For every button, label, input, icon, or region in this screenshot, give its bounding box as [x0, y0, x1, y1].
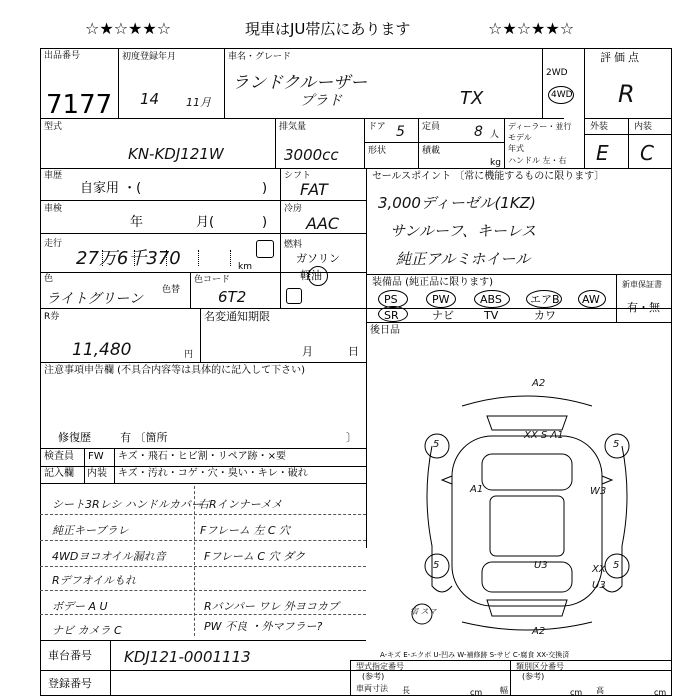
name-change-month: 月	[302, 345, 313, 358]
exterior-label: 外装	[590, 122, 609, 132]
color-change-label: 色替	[162, 285, 181, 295]
equip-leather: カワ	[534, 309, 556, 322]
color-code-label: 色コード	[194, 275, 231, 285]
displacement-value: 3000cc	[284, 146, 339, 164]
diagram-xx-mark: XX	[592, 564, 606, 575]
height-label: 高	[596, 686, 604, 695]
class-label: 類別区分番号	[516, 662, 564, 671]
reg-year: 14	[140, 90, 160, 108]
equipment-label: 装備品 (純正品に限ります)	[372, 277, 493, 288]
shape-label: 形状	[368, 146, 387, 156]
grade: TX	[460, 88, 484, 109]
displacement-label: 排気量	[279, 122, 307, 132]
recycle-unit: 円	[184, 350, 194, 360]
sales-label: セールスポイント 〔常に機能するものに限ります〕	[372, 171, 605, 182]
diagram-roof-mark: XX S A1	[524, 430, 564, 441]
mileage-value: 27万6千370	[76, 248, 181, 269]
equip-airbag: エアB	[530, 293, 560, 306]
equip-aw-circle	[578, 290, 606, 308]
equip-pw-circle	[426, 290, 456, 308]
remark-5: 4WDヨコオイル漏れ音	[52, 550, 166, 563]
sales-line2: サンルーフ、キーレス	[390, 222, 537, 240]
height-cm: cm	[654, 688, 667, 697]
remark-8: ボデー A U	[52, 600, 108, 613]
wheel-mark-fl: 5	[433, 439, 440, 450]
remark-4: Fフレーム 左 C 穴	[200, 524, 291, 537]
rating-label: 評価点	[600, 51, 642, 64]
diagram-top-mark: A2	[532, 378, 546, 389]
fuel-diesel: 軽油	[300, 269, 322, 282]
capacity-unit: 人	[490, 130, 500, 140]
remark-2: 右Rインナーメメ	[198, 498, 283, 511]
door-label: ドア	[368, 122, 386, 132]
diagram-rear-mark: U3	[592, 580, 606, 591]
equip-tv: TV	[484, 309, 499, 322]
fuel-label: 燃料	[284, 240, 303, 250]
diagram-left-mark: A1	[470, 484, 484, 495]
width-label: 幅	[500, 686, 508, 695]
shift-value: FAT	[300, 180, 328, 199]
interior-grade: C	[640, 141, 654, 165]
remark-9: Rバンパー ワレ 外ヨコカブ	[204, 600, 339, 613]
rating-value: R	[618, 80, 635, 108]
model-year-label: モデル	[508, 133, 532, 142]
history-label: 車歴	[44, 171, 63, 181]
warranty-value: 有・無	[627, 301, 660, 314]
shift-label: シフト	[284, 171, 312, 181]
banner-stars-left: ☆★☆★★☆	[85, 19, 172, 38]
banner-stars-right: ☆★☆★★☆	[488, 19, 575, 38]
vehicle-len-label: 車両寸法	[356, 684, 388, 693]
entry-label: 記入欄	[44, 468, 74, 479]
name-change-day: 日	[348, 345, 359, 358]
fuel-diesel-circle	[308, 266, 328, 286]
naiso-label: 内装	[87, 468, 107, 479]
lot-number: 7177	[46, 90, 113, 120]
chassis-value: KDJ121-0001113	[124, 648, 251, 666]
dealer-label: ディーラー・並行	[508, 122, 572, 131]
car-name-label: 車名・グレード	[228, 52, 292, 62]
inspection-year: 年	[130, 215, 144, 230]
capacity-value: 8	[474, 124, 483, 140]
wheel-mark-fr: 5	[613, 439, 620, 450]
car-sub: プラド	[300, 93, 342, 109]
car-damage-diagram	[392, 376, 662, 642]
inspection-month: 月(	[196, 215, 215, 230]
diagram-right-mark: W3	[590, 486, 607, 497]
banner-title: 現車はJU帯広にあります	[245, 20, 411, 38]
load-label: 積載	[422, 146, 441, 156]
capacity-label: 定員	[422, 122, 441, 132]
mileage-unit: km	[238, 262, 252, 272]
car-name: ランドクルーザー	[232, 73, 368, 93]
equip-abs-circle	[474, 290, 510, 308]
type-spec-label: 型式指定番号	[356, 662, 404, 671]
fw-items: キズ・飛石・ヒビ割・リペア跡・×要	[118, 451, 286, 462]
equip-sr: SR	[384, 309, 399, 322]
remark-6: Fフレーム C 穴 ダク	[204, 550, 306, 563]
repair-value: 有 〔箇所	[120, 431, 168, 444]
color-code: 6T2	[218, 288, 247, 306]
mileage-label: 走行	[44, 239, 63, 249]
remark-7: Rデフオイルもれ	[52, 574, 136, 587]
equip-airbag-circle	[526, 290, 562, 308]
equip-pw: PW	[432, 293, 450, 306]
equip-sr-circle	[378, 306, 408, 322]
diagram-stamp: 宿 スマ	[410, 607, 437, 616]
history-close: )	[262, 181, 268, 196]
inspection-label: 車検	[44, 204, 63, 214]
remark-10: ナビ カメラ C	[52, 624, 122, 637]
first-reg-label: 初度登録年月	[122, 52, 177, 62]
model-value: KN-KDJ121W	[128, 145, 224, 163]
drive-2wd: 2WD	[546, 68, 568, 78]
door-value: 5	[396, 124, 405, 140]
history-value: 自家用 ・(	[80, 181, 142, 196]
chassis-label: 車台番号	[48, 649, 92, 662]
diagram-front-mark: U3	[534, 560, 548, 571]
color-checkbox	[286, 288, 302, 304]
remark-11: PW 不良 ・外マフラー?	[204, 620, 323, 633]
wheel-mark-rr: 5	[613, 560, 620, 571]
fw-label: FW	[88, 451, 104, 462]
equip-navi: ナビ	[432, 309, 454, 322]
equip-ps: PS	[384, 293, 398, 306]
handle-label: ハンドル 左・右	[508, 156, 567, 165]
inspection-close: )	[262, 215, 268, 230]
recycle-label: R券	[44, 312, 60, 322]
remark-3: 純正キーブラレ	[52, 524, 129, 537]
recycle-value: 11,480	[72, 340, 132, 360]
ac-label: 冷房	[284, 204, 303, 214]
after-label: 後日品	[370, 325, 400, 336]
naiso-items: キズ・汚れ・コゲ・穴・臭い・キレ・破れ	[118, 468, 308, 479]
load-unit: kg	[490, 158, 501, 168]
fuel-gasoline: ガソリン	[296, 252, 340, 265]
sales-line1: 3,000ディーゼル(1KZ)	[378, 194, 536, 212]
equip-aw: AW	[582, 293, 600, 306]
reg-month: 11月	[186, 96, 211, 109]
ac-value: AAC	[306, 214, 340, 233]
remark-1: シート3Rレシ ハンドルカバー	[52, 498, 202, 511]
year-label: 年式	[508, 144, 524, 153]
width-cm: cm	[570, 688, 583, 697]
drive-4wd: 4WD	[551, 90, 573, 100]
sales-line3: 純正アルミホイール	[396, 250, 531, 268]
diagram-bottom-mark: A2	[532, 626, 546, 637]
exterior-grade: E	[596, 141, 609, 165]
model-label: 型式	[44, 122, 63, 132]
type-spec-ref: (参考)	[362, 672, 385, 681]
len-label: 長	[402, 686, 410, 695]
name-change-label: 名変通知期限	[204, 310, 270, 323]
class-ref: (参考)	[522, 672, 545, 681]
lot-label: 出品番号	[44, 51, 81, 61]
inspector-label: 検査員	[44, 451, 74, 462]
color-label: 色	[44, 274, 54, 284]
legend-text: A-キズ E-エクボ U-凹み W-補修跡 S-サビ C-腐食 XX-交換済	[380, 651, 570, 659]
wheel-mark-rl: 5	[433, 560, 440, 571]
mileage-checkbox	[256, 240, 274, 258]
color-value: ライトグリーン	[46, 291, 144, 307]
interior-label: 内装	[634, 122, 653, 132]
len-cm: cm	[470, 688, 483, 697]
equip-abs: ABS	[480, 293, 502, 306]
reg-label: 登録番号	[48, 677, 92, 690]
repair-label: 修復歴	[58, 431, 91, 444]
repair-close: 〕	[346, 431, 357, 444]
notes-label: 注意事項申告欄 (不具合内容等は具体的に記入して下さい)	[44, 365, 305, 376]
warranty-label: 新車保証書	[622, 280, 662, 289]
